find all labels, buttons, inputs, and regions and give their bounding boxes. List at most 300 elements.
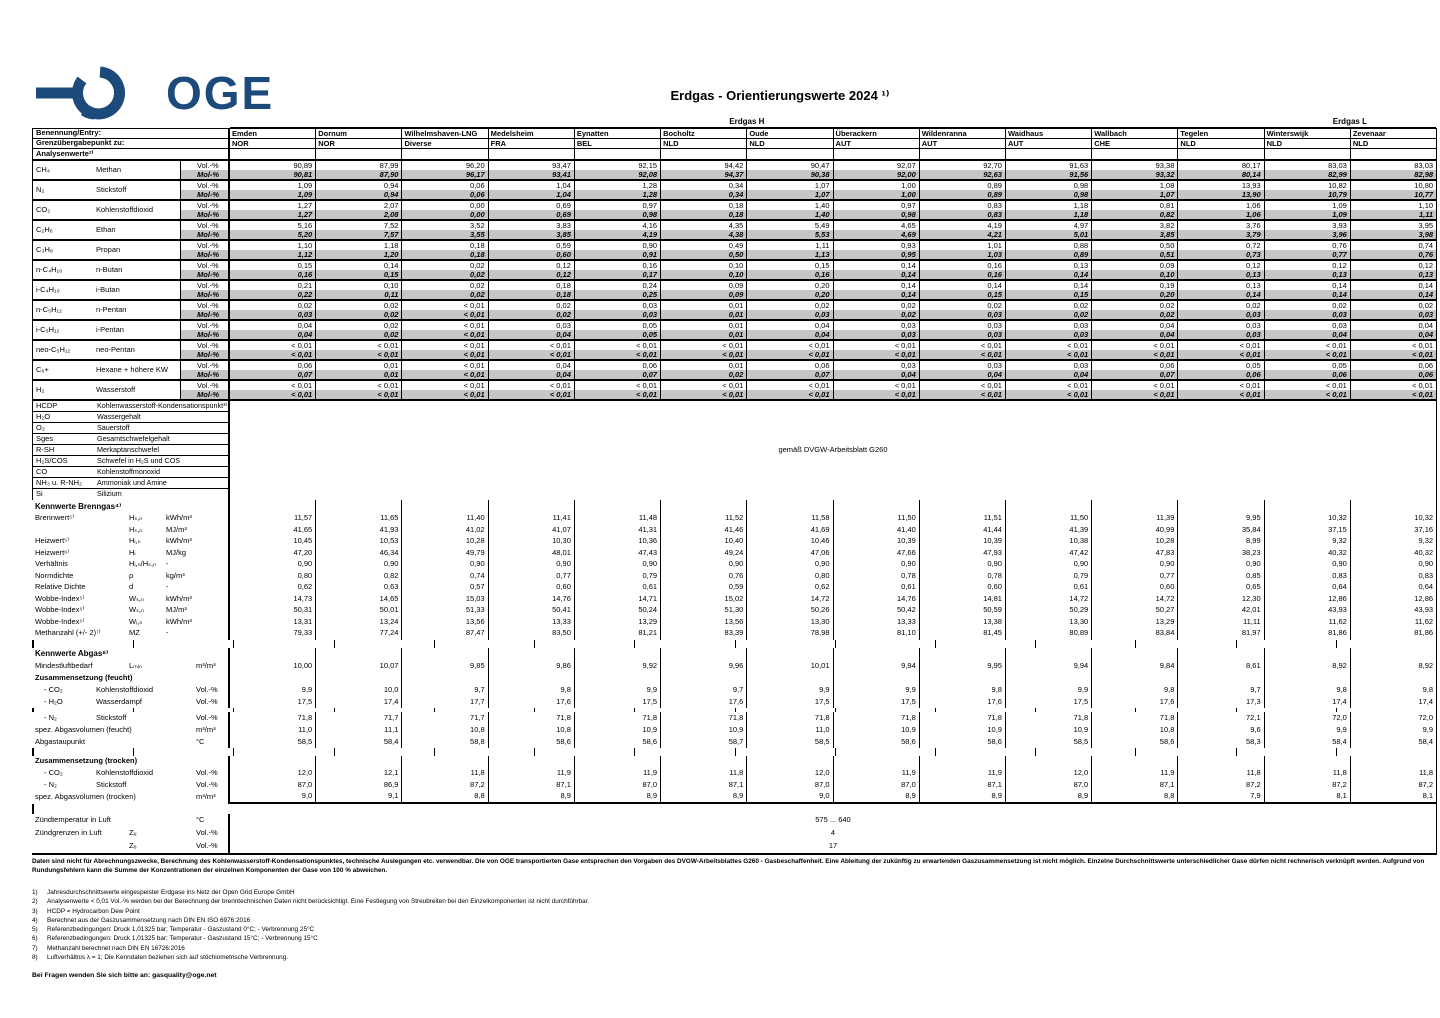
value-mol: 93,32 xyxy=(1092,170,1177,179)
value-vol: 90,47 xyxy=(810,161,830,170)
flue-gas-row xyxy=(32,768,1437,780)
parameter-unit: kg/m³ xyxy=(166,570,185,580)
component-value-cell xyxy=(920,181,1006,199)
value-vol: < 0,01 xyxy=(1325,341,1347,350)
component-value-cell xyxy=(1178,381,1264,399)
value-vol: < 0,01 xyxy=(980,381,1002,390)
component-value-cell xyxy=(489,261,575,279)
value-vol: 90,89 xyxy=(293,161,313,170)
oge-logo xyxy=(36,66,274,120)
value-mol: 0,04 xyxy=(834,370,919,379)
component-value-cell xyxy=(747,341,833,359)
empty-cell xyxy=(575,648,661,661)
entry-name: Wildenranna xyxy=(920,129,1006,138)
parameter-name: Kohlenstoffdioxid xyxy=(96,684,153,694)
footnote-text: Luftverhältnis λ = 1; Die Kenndaten beziehen sich auf stöchiometrische Verbrennung. xyxy=(47,953,289,961)
entry-country: AUT xyxy=(834,139,920,148)
parameter-value: 58,5 xyxy=(230,736,316,748)
footnote-text: Analysenwerte < 0,01 Vol.-% werden bei der Berechnung der brenntechnischen Daten nicht berücksichtigt. Eine Festlegung von Streubreiten bei den Einzelkomponenten ist nicht durchführbar. xyxy=(47,898,590,906)
parameter-value: 51,30 xyxy=(661,605,747,617)
footnote-number: 3) xyxy=(32,907,38,915)
value-vol: < 0,01 xyxy=(1153,381,1175,390)
fuel-gas-row xyxy=(32,594,1437,606)
component-value-cell xyxy=(661,201,747,219)
gas-group-row xyxy=(32,116,1437,128)
value-mol: 0,03 xyxy=(920,330,1005,339)
value-vol: 0,69 xyxy=(556,201,571,210)
empty-cell xyxy=(834,756,920,768)
entry-row xyxy=(32,128,1437,138)
row-values xyxy=(228,756,1437,768)
component-values xyxy=(228,161,1437,179)
parameter-value: 10,07 xyxy=(316,661,402,673)
row-values xyxy=(228,792,1437,804)
component-value-cell xyxy=(1092,321,1178,339)
parameter-value: 87,0 xyxy=(747,780,833,792)
value-vol: 93,38 xyxy=(1155,161,1175,170)
parameter-label: Mindestluftbedarf xyxy=(35,661,93,671)
value-vol: 0,03 xyxy=(1332,321,1347,330)
component-value-cell xyxy=(1178,221,1264,239)
parameter-value: 0,62 xyxy=(230,582,316,594)
value-mol: 0,00 xyxy=(402,210,487,219)
parameter-value: 35,84 xyxy=(1178,525,1264,537)
component-value-cell xyxy=(230,301,316,319)
span-value: 4 xyxy=(228,827,1437,840)
parameter-value: 13,31 xyxy=(230,617,316,629)
component-value-cell xyxy=(316,161,402,179)
component-row xyxy=(32,179,1437,199)
empty-header-cell xyxy=(1351,149,1436,159)
component-values xyxy=(228,281,1437,299)
component-name: i-Pentan xyxy=(96,324,124,334)
value-vol: 0,09 xyxy=(728,281,744,290)
component-name: Wasserstoff xyxy=(96,384,136,394)
parameter-value: 71,8 xyxy=(661,712,747,724)
parameter-value: 11,0 xyxy=(747,724,833,736)
row-values xyxy=(228,559,1437,571)
component-value-cell xyxy=(920,361,1006,379)
parameter-value: 17,5 xyxy=(834,696,920,708)
parameter-value: 11,9 xyxy=(920,768,1006,780)
component-formula: n-C₄H₁₀ xyxy=(32,261,96,279)
value-vol: 0,83 xyxy=(987,201,1002,210)
value-mol: 10,77 xyxy=(1351,190,1436,199)
parameter-symbol: Zᵤ xyxy=(129,827,137,837)
component-units xyxy=(180,341,228,359)
value-mol: 0,18 xyxy=(661,210,746,219)
value-vol: 2,07 xyxy=(383,201,399,210)
row-values xyxy=(228,724,1437,736)
component-value-cell xyxy=(1178,241,1264,259)
component-value-cell xyxy=(489,221,575,239)
value-vol: 0,16 xyxy=(987,261,1002,270)
value-vol: 0,01 xyxy=(728,361,744,370)
parameter-value: 71,8 xyxy=(747,712,833,724)
value-mol: 0,95 xyxy=(834,250,919,259)
parameter-value: 9,96 xyxy=(661,661,747,673)
empty-cell xyxy=(1136,640,1236,648)
component-value-cell xyxy=(747,201,833,219)
component-value-cell xyxy=(230,381,316,399)
parameter-value: 77,24 xyxy=(316,628,402,640)
value-mol: 0,04 xyxy=(1092,330,1177,339)
parameter-value: 58,5 xyxy=(1006,736,1092,748)
row-values xyxy=(228,673,1437,685)
component-value-cell xyxy=(402,241,488,259)
component-value-cell xyxy=(834,341,920,359)
fuel-gas-row xyxy=(32,605,1437,617)
row-values xyxy=(228,712,1437,724)
value-mol: 0,14 xyxy=(1265,290,1350,299)
value-mol: 3,96 xyxy=(1265,230,1350,239)
component-row xyxy=(32,299,1437,319)
component-value-cell xyxy=(402,281,488,299)
parameter-value: 41,02 xyxy=(402,525,488,537)
empty-cell xyxy=(1006,500,1092,513)
value-mol: < 0,01 xyxy=(920,350,1005,359)
value-vol: 1,09 xyxy=(1332,201,1347,210)
value-mol: 80,14 xyxy=(1178,170,1263,179)
parameter-value: 11,8 xyxy=(661,768,747,780)
flue-gas-row xyxy=(32,724,1437,736)
value-vol: 1,27 xyxy=(297,201,313,210)
empty-cell xyxy=(1337,748,1436,756)
parameter-label: - H₂O xyxy=(44,696,63,706)
parameter-label: spez. Abgasvolumen (feucht) xyxy=(35,724,132,734)
component-value-cell xyxy=(489,241,575,259)
component-formula: n-C₅H₁₂ xyxy=(32,301,96,319)
row-values xyxy=(228,696,1437,708)
component-value-cell xyxy=(920,261,1006,279)
parameter-value: 11,52 xyxy=(661,513,747,525)
value-mol: < 0,01 xyxy=(1265,350,1350,359)
parameter-value: 10,8 xyxy=(489,724,575,736)
parameter-value: 58,3 xyxy=(1178,736,1264,748)
parameter-value: 0,90 xyxy=(316,559,402,571)
value-mol: 4,69 xyxy=(834,230,919,239)
component-values xyxy=(228,321,1437,339)
component-values xyxy=(228,201,1437,219)
component-value-cell xyxy=(489,341,575,359)
parameter-value: 78,98 xyxy=(747,628,833,640)
parameter-unit: kWh/m³ xyxy=(166,536,192,546)
quality-row xyxy=(33,467,228,478)
entry-country: AUT xyxy=(1006,139,1092,148)
value-mol: 1,11 xyxy=(1351,210,1436,219)
footnote-number: 4) xyxy=(32,916,38,924)
empty-cell xyxy=(134,640,234,648)
value-mol: 0,15 xyxy=(1006,290,1091,299)
value-vol: 1,00 xyxy=(901,181,916,190)
value-vol: 3,95 xyxy=(1418,221,1434,230)
value-vol: 7,52 xyxy=(383,221,399,230)
parameter-value: 50,01 xyxy=(316,605,402,617)
unit-mol: Mol-% xyxy=(181,370,228,379)
parameter-value: 10,39 xyxy=(920,536,1006,548)
parameter-value: 58,8 xyxy=(402,736,488,748)
value-vol: 0,02 xyxy=(1418,301,1434,310)
parameter-value: 87,2 xyxy=(402,780,488,792)
section-gap xyxy=(32,804,1437,814)
component-value-cell xyxy=(1006,221,1092,239)
value-mol: 90,38 xyxy=(747,170,832,179)
component-value-cell xyxy=(316,341,402,359)
value-vol: 0,14 xyxy=(987,281,1002,290)
parameter-value: 48,01 xyxy=(489,548,575,560)
parameter-value: 9,9 xyxy=(747,684,833,696)
value-mol: 0,03 xyxy=(1006,330,1091,339)
value-vol: < 0,01 xyxy=(463,301,485,310)
value-vol: < 0,01 xyxy=(463,381,485,390)
empty-cell xyxy=(936,640,1036,648)
empty-cell xyxy=(1036,640,1136,648)
parameter-value: 8,9 xyxy=(575,792,661,802)
value-mol: 0,02 xyxy=(1092,310,1177,319)
component-value-cell xyxy=(920,161,1006,179)
quality-symbol: NH₃ u. R-NH₂ xyxy=(36,477,82,487)
value-mol: 1,04 xyxy=(489,190,574,199)
component-row xyxy=(32,219,1437,239)
empty-header-cell xyxy=(661,149,747,159)
component-value-cell xyxy=(747,241,833,259)
component-value-cell xyxy=(661,321,747,339)
value-vol: 0,04 xyxy=(297,321,313,330)
parameter-unit: kWh/m³ xyxy=(166,513,192,523)
parameter-value: 71,7 xyxy=(316,712,402,724)
parameter-value: 50,24 xyxy=(575,605,661,617)
parameter-label: spez. Abgasvolumen (trocken) xyxy=(35,792,136,802)
component-value-cell xyxy=(402,261,488,279)
fuel-gas-row xyxy=(32,571,1437,583)
component-value-cell xyxy=(1351,261,1436,279)
value-vol: 83,03 xyxy=(1328,161,1347,170)
empty-cell xyxy=(836,748,936,756)
value-vol: 0,89 xyxy=(987,181,1002,190)
component-value-cell xyxy=(1178,201,1264,219)
value-mol: 0,13 xyxy=(1351,270,1436,279)
parameter-value: 81,21 xyxy=(575,628,661,640)
value-mol: 0,03 xyxy=(1265,310,1350,319)
value-mol: 0,05 xyxy=(575,330,660,339)
value-vol: 0,03 xyxy=(642,301,658,310)
entry-name: Überackern xyxy=(834,129,920,138)
parameter-value: 47,42 xyxy=(1006,548,1092,560)
footnote-text: Referenzbedingungen: Druck 1,01325 bar; Temperatur - Gaszustand 0°C; - Verbrennung 25°C xyxy=(47,926,315,934)
value-mol: < 0,01 xyxy=(402,350,487,359)
value-vol: 0,15 xyxy=(297,261,313,270)
component-value-cell xyxy=(834,261,920,279)
value-vol: < 0,01 xyxy=(463,321,485,330)
entry-name: Waidhaus xyxy=(1006,129,1092,138)
unit-mol: Mol-% xyxy=(181,330,228,339)
parameter-value: 9,32 xyxy=(1265,536,1351,548)
footnote-number: 8) xyxy=(32,953,38,961)
row-values xyxy=(228,648,1437,661)
quality-row xyxy=(33,489,228,500)
parameter-value: 0,90 xyxy=(1092,559,1178,571)
value-mol: < 0,01 xyxy=(1006,390,1091,399)
value-vol: < 0,01 xyxy=(1067,381,1089,390)
value-mol: 0,02 xyxy=(661,370,746,379)
value-vol: 1,06 xyxy=(1246,201,1261,210)
value-mol: < 0,01 xyxy=(1178,350,1263,359)
empty-cell xyxy=(1351,500,1436,513)
parameter-label: - CO₂ xyxy=(44,684,63,694)
value-mol: 0,11 xyxy=(316,290,401,299)
value-mol: < 0,01 xyxy=(402,370,487,379)
parameter-value: 10,8 xyxy=(1092,724,1178,736)
value-mol: < 0,01 xyxy=(920,390,1005,399)
component-value-cell xyxy=(747,261,833,279)
component-value-cell xyxy=(1006,281,1092,299)
value-mol: 92,63 xyxy=(920,170,1005,179)
disclaimer-text: Daten sind nicht für Abrechnungszwecke, Berechnung des Kohlenwasserstoff-Kondensationspunktes, technische Auslegungen etc. verwendbar. Die von OGE transportierten Gase entsprechen den Vorgaben des DVGW-Arbeitsblattes G260 - Gasbeschaffenheit. Eine Ableitung der zukünftig zu erwartenden Gaszusammensetzung ist nicht möglich. Einzelne Durchschnittswerte unterschiedlicher Gase dürfen nicht rechnerisch verknüpft werden. Aufgrund von Rundungsfehlern kann die Summe der Konzentrationen der einzelnen Komponenten der Gase von 100 % abweichen. xyxy=(32,858,1425,874)
parameter-symbol: d xyxy=(129,582,134,592)
empty-cell xyxy=(920,756,1006,768)
parameter-value: 11,50 xyxy=(834,513,920,525)
empty-cell xyxy=(1178,673,1264,685)
value-mol: 0,15 xyxy=(316,270,401,279)
value-vol: < 0,01 xyxy=(636,341,658,350)
entry-country: NLD xyxy=(1352,139,1369,148)
parameter-value: 0,60 xyxy=(1092,582,1178,594)
value-vol: 0,01 xyxy=(728,321,744,330)
component-value-cell xyxy=(489,381,575,399)
value-mol: 0,06 xyxy=(402,190,487,199)
value-mol: < 0,01 xyxy=(1351,350,1436,359)
parameter-value: 50,41 xyxy=(489,605,575,617)
value-mol: 0,02 xyxy=(316,310,401,319)
parameter-value: 49,24 xyxy=(661,548,747,560)
component-value-cell xyxy=(230,281,316,299)
value-vol: 0,14 xyxy=(901,261,916,270)
parameter-value: 7,9 xyxy=(1178,792,1264,802)
value-vol: 5,49 xyxy=(814,221,830,230)
component-values xyxy=(228,261,1437,279)
value-mol: 0,14 xyxy=(1178,290,1263,299)
parameter-value: 9,8 xyxy=(489,684,575,696)
value-mol: 5,53 xyxy=(747,230,832,239)
row-values xyxy=(32,640,1437,648)
component-value-cell xyxy=(1006,301,1092,319)
value-vol: 0,02 xyxy=(383,321,399,330)
component-name: n-Butan xyxy=(96,264,123,274)
component-formula: neo-C₅H₁₂ xyxy=(32,341,96,359)
value-vol: < 0,01 xyxy=(463,341,485,350)
row-values xyxy=(228,617,1437,629)
component-value-cell xyxy=(661,181,747,199)
parameter-value: 50,59 xyxy=(920,605,1006,617)
analysis-section-label: Analysenwerte²⁾ xyxy=(32,149,228,159)
span-value: 575 ... 640 xyxy=(228,814,1437,827)
parameter-value: 17,3 xyxy=(1178,696,1264,708)
component-value-cell xyxy=(834,201,920,219)
value-mol: 0,03 xyxy=(920,310,1005,319)
parameter-unit: m³/m³ xyxy=(196,724,216,734)
quality-row xyxy=(33,423,228,434)
unit-mol: Mol-% xyxy=(181,210,228,219)
parameter-value: 0,77 xyxy=(489,571,575,583)
quality-name: Kohlenstoffmonoxid xyxy=(97,466,160,476)
value-vol: 0,14 xyxy=(901,281,916,290)
value-vol: 0,05 xyxy=(642,321,658,330)
component-value-cell xyxy=(1265,161,1351,179)
gas-group-label: Erdgas L xyxy=(1264,117,1436,128)
parameter-symbol: Wᵢ,ₙ xyxy=(129,616,143,626)
component-value-cell xyxy=(834,221,920,239)
value-mol: 0,04 xyxy=(920,370,1005,379)
value-mol: < 0,01 xyxy=(661,350,746,359)
value-vol: 0,76 xyxy=(1332,241,1347,250)
value-vol: 0,03 xyxy=(901,321,916,330)
value-mol: 0,02 xyxy=(402,290,487,299)
footnote xyxy=(32,907,589,916)
flue-gas-span-row xyxy=(32,814,1437,827)
parameter-value: 0,90 xyxy=(1418,559,1434,569)
value-vol: < 0,01 xyxy=(1412,341,1434,350)
component-units xyxy=(180,381,228,399)
component-values xyxy=(228,301,1437,319)
component-value-cell xyxy=(747,181,833,199)
component-value-cell xyxy=(230,181,316,199)
component-value-cell xyxy=(489,161,575,179)
parameter-value: 17,4 xyxy=(1265,696,1351,708)
empty-cell xyxy=(661,648,747,661)
parameter-value: 10,46 xyxy=(747,536,833,548)
component-value-cell xyxy=(489,181,575,199)
value-mol: 1,13 xyxy=(747,250,832,259)
component-value-cell xyxy=(1006,201,1092,219)
value-vol: 80,17 xyxy=(1241,161,1261,170)
empty-cell xyxy=(316,648,402,661)
country-row-label: Grenzübergabepunkt zu: xyxy=(32,139,228,148)
value-mol: 0,51 xyxy=(1092,250,1177,259)
value-mol: 1,27 xyxy=(230,210,315,219)
empty-cell xyxy=(1265,673,1351,685)
parameter-value: 10,9 xyxy=(661,724,747,736)
parameter-value: 8,99 xyxy=(1178,536,1264,548)
empty-cell xyxy=(1351,756,1436,768)
component-value-cell xyxy=(661,281,747,299)
value-mol: 5,20 xyxy=(230,230,315,239)
component-value-cell xyxy=(1178,181,1264,199)
parameter-label: Relative Dichte xyxy=(35,582,86,592)
empty-cell xyxy=(234,748,334,756)
component-values xyxy=(228,341,1437,359)
parameter-value: 8,9 xyxy=(834,792,920,802)
value-mol: 0,04 xyxy=(1351,330,1436,339)
value-mol: 1,40 xyxy=(747,210,832,219)
entry-name: Medelsheim xyxy=(489,129,575,138)
quality-name: Silizium xyxy=(97,489,122,499)
entry-country: CHE xyxy=(1092,139,1178,148)
value-mol: 0,04 xyxy=(489,370,574,379)
parameter-label: Wobbe-Index⁵⁾ xyxy=(35,616,85,626)
component-value-cell xyxy=(661,381,747,399)
value-vol: 0,02 xyxy=(1332,301,1347,310)
value-mol: 0,04 xyxy=(1006,370,1091,379)
parameter-symbol: Wₛ,ₙ xyxy=(129,593,144,603)
value-mol: < 0,01 xyxy=(316,390,401,399)
footnote xyxy=(32,925,589,934)
quality-section xyxy=(32,399,1437,500)
value-vol: < 0,01 xyxy=(722,341,744,350)
value-mol: 0,06 xyxy=(1265,370,1350,379)
gas-group-label: Erdgas H xyxy=(230,117,1264,128)
fuel-gas-section-label: Kennwerte Brenngas⁴⁾ xyxy=(35,501,122,511)
parameter-label: Wobbe-Index⁵⁾ xyxy=(35,593,85,603)
